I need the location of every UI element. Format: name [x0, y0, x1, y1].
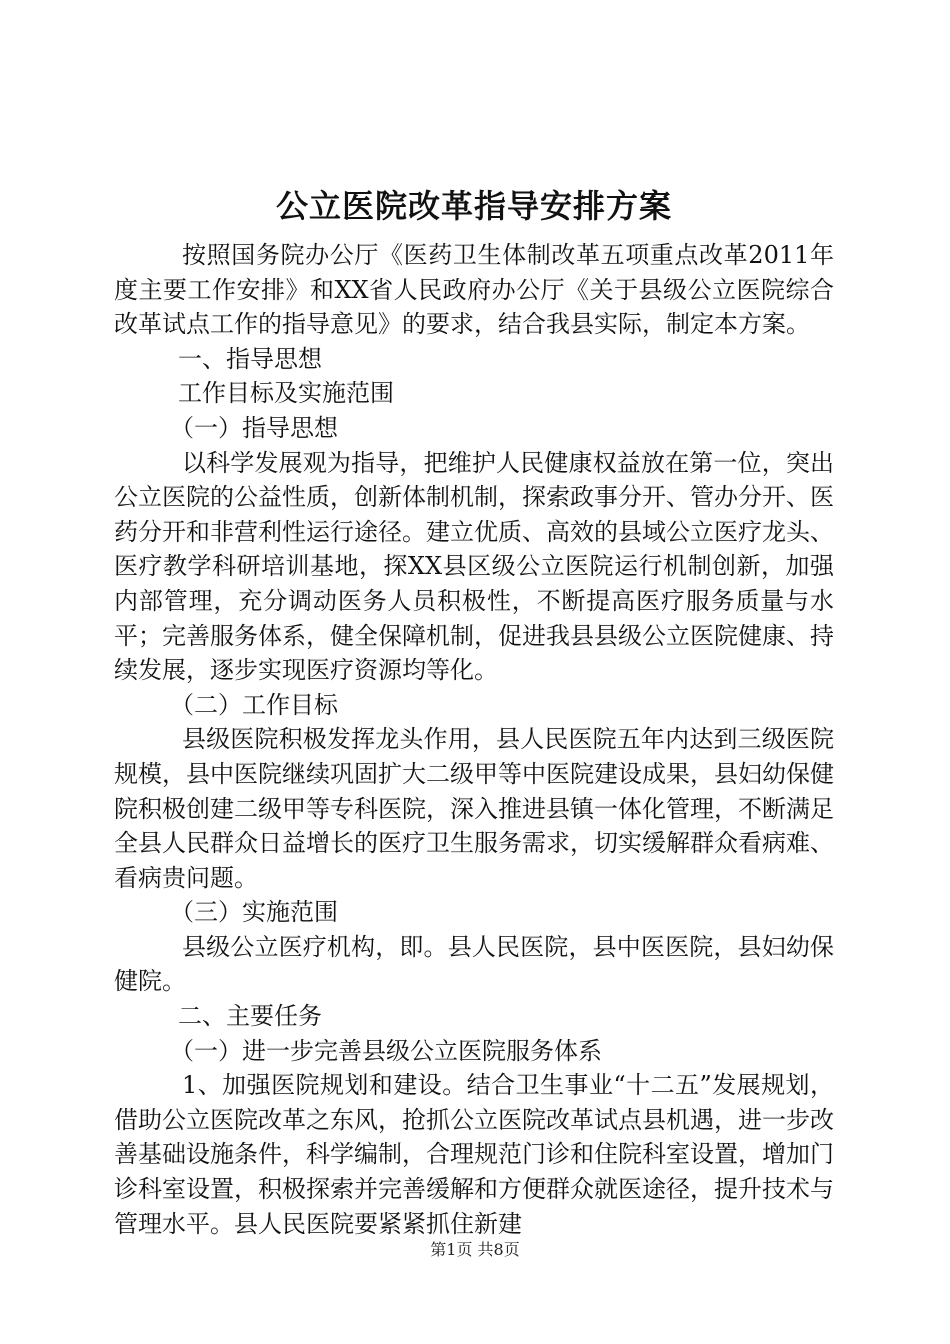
- document-body: [114, 238, 834, 1241]
- paragraph-scope: 县级公立医疗机构，即。县人民医院，县中医医院，县妇幼保健院。: [114, 932, 834, 996]
- page-footer: 第1页 共8页: [430, 1240, 520, 1259]
- paragraph-intro: 按照国务院办公厅《医药卫生体制改革五项重点改革2011年度主要工作安排》和XX省人民政府办公厅《关于县级公立医院综合改革试点工作的指导意见》的要求，结合我县实际，制定本方案。: [114, 241, 834, 339]
- subsection-heading-1: （一）指导思想: [170, 413, 338, 442]
- paragraph-planning-construction: 1、加强医院规划和建设。结合卫生事业“十二五”发展规划，借助公立医院改革之东风，抢抓公立医院改革试点县机遇，进一步改善基础设施条件，科学编制，合理规范门诊和住院科室设置，增加门诊科室设置，积极探索并完善缓解和方便群众就医途径，提升技术与管理水平。县人民医院要紧紧抓住新建: [114, 1071, 834, 1238]
- subsection-heading-2: （二）工作目标: [170, 690, 338, 719]
- subsection-heading-service-system: （一）进一步完善县级公立医院服务体系: [170, 1036, 602, 1065]
- paragraph-work-goals: 县级医院积极发挥龙头作用，县人民医院五年内达到三级医院规模，县中医院继续巩固扩大二级甲等中医院建设成果，县妇幼保健院积极创建二级甲等专科医院，深入推进县镇一体化管理，不断满足全县人民群众日益增长的医疗卫生服务需求，切实缓解群众看病难、看病贵问题。: [114, 725, 834, 892]
- subsection-heading-3: （三）实施范围: [170, 898, 338, 927]
- document-title: 公立医院改革指导安排方案: [275, 187, 672, 225]
- section-subheading-goals-scope: 工作目标及实施范围: [178, 379, 394, 408]
- section-heading-guiding-thought: 一、指导思想: [178, 344, 322, 373]
- paragraph-guiding-thought: 以科学发展观为指导，把维护人民健康权益放在第一位，突出公立医院的公益性质，创新体制机制，探索政事分开、管办分开、医药分开和非营利性运行途径。建立优质、高效的县域公立医疗龙头、医疗教学科研培训基地，探XX县区级公立医院运行机制创新，加强内部管理，充分调动医务人员积极性，不断提高医疗服务质量与水平；完善服务体系，健全保障机制，促进我县县级公立医院健康、持续发展，逐步实现医疗资源均等化。: [114, 448, 834, 685]
- section-heading-main-tasks: 二、主要任务: [178, 1002, 322, 1031]
